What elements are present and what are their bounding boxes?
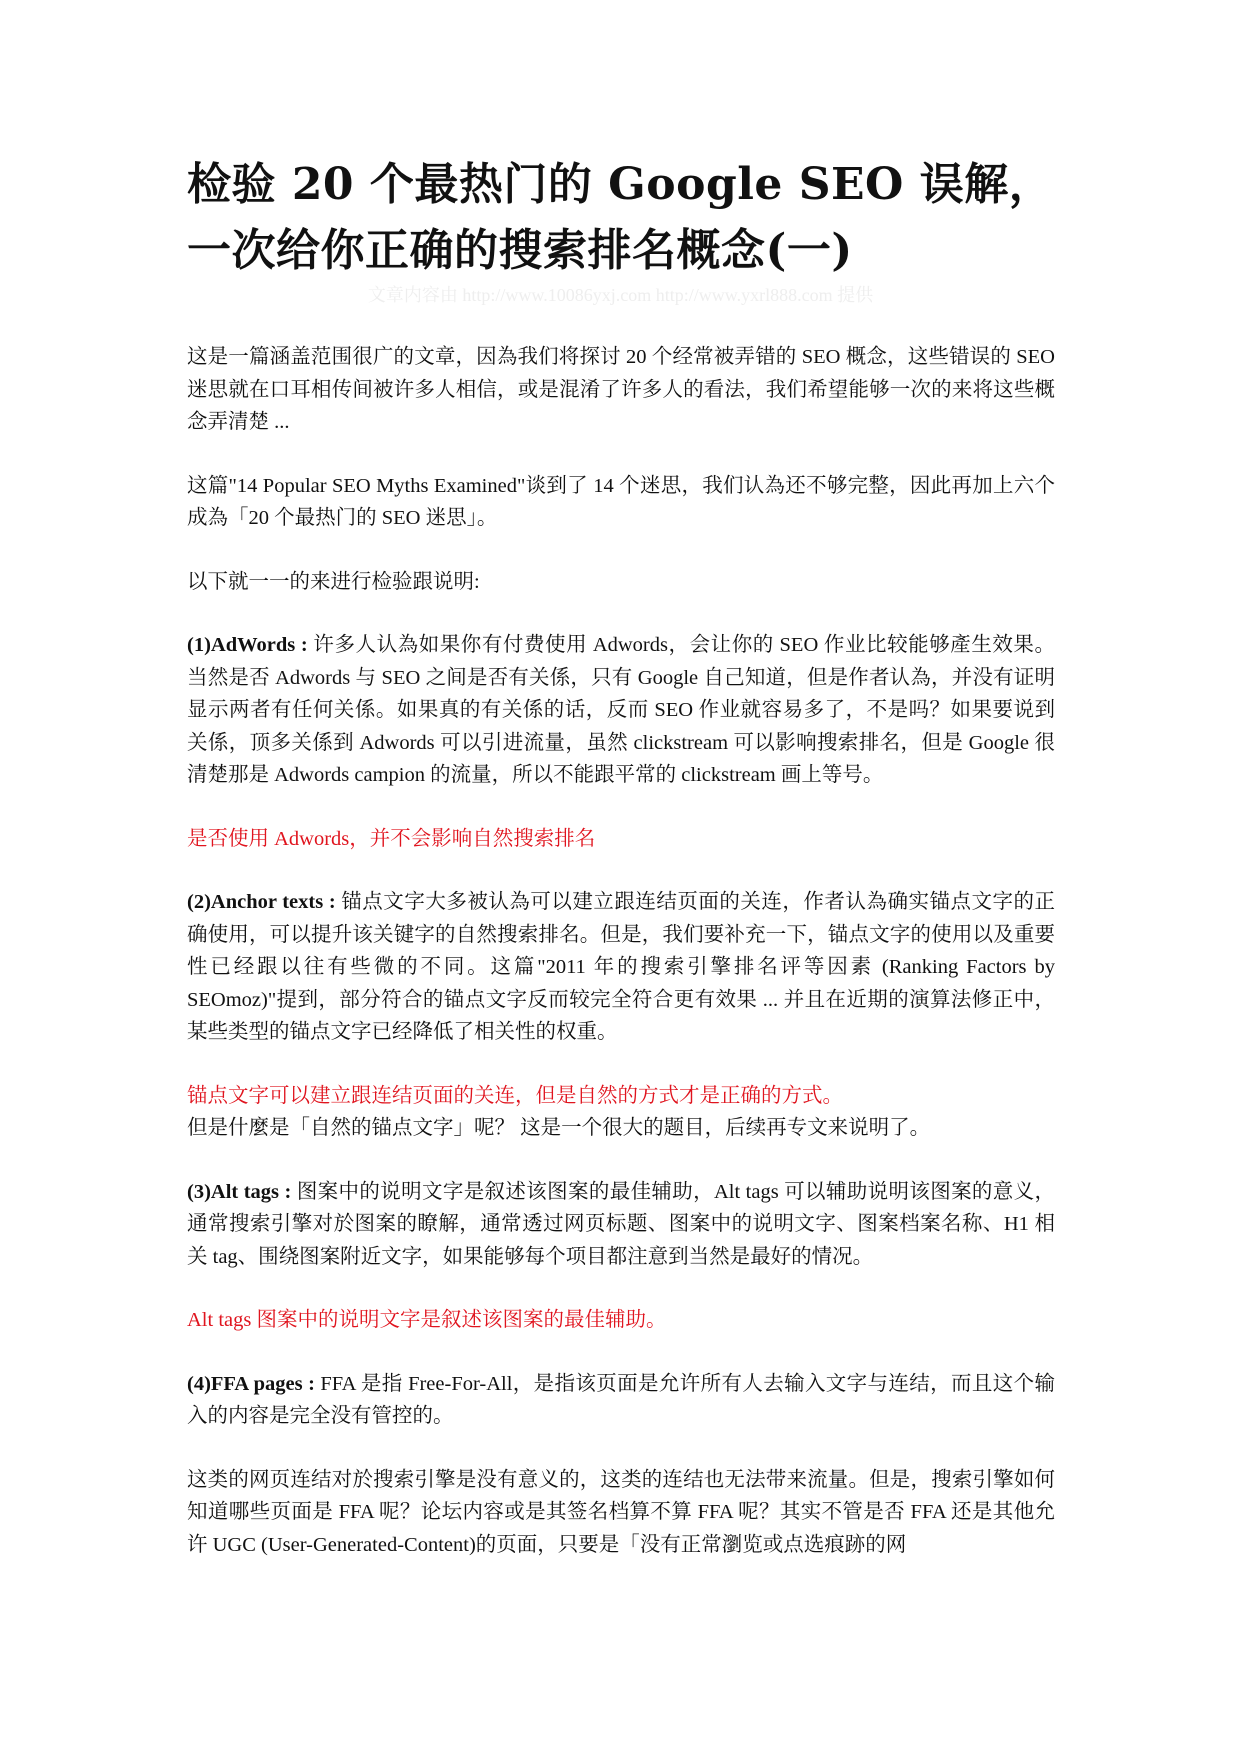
paragraph-text: 这篇"14 Popular SEO Myths Examined"谈到了 14 个迷思，我们认為还不够完整，因此再加上六个成為「20 个最热门的 SEO 迷思」。 [187,474,1055,529]
paragraph-text: 锚点文字大多被认為可以建立跟连结页面的关连，作者认為确实锚点文字的正确使用，可以提升该关键字的自然搜索排名。但是，我们要补充一下，锚点文字的使用以及重要性已经跟以往有些微的不同。这篇"2011 年的搜索引擎排名评等因素 (Ranking Factors by SEOmoz)"提到，部分符合的锚点文字反而较完全符合更有效果 ... 并且在近期的演算法修正中，某些类型的锚点文字已经降低了相关性的权重。 [187,891,1055,1043]
section-ffa-pages [187,1368,1055,1433]
paragraph-text: FFA 是指 Free-For-All，是指该页面是允许所有人去输入文字与连结，而且这个输入的内容是完全没有管控的。 [187,1372,1056,1427]
conclusion-text: 锚点文字可以建立跟连结页面的关连，但是自然的方式才是正确的方式。 [187,1084,843,1107]
paragraph-text: 以下就一一的来进行检验跟说明: [187,570,480,593]
section-adwords [187,629,1055,792]
paragraph-text: 这类的网页连结对於搜索引擎是没有意义的，这类的连结也无法带来流量。但是，搜索引擎如何知道哪些页面是 FFA 呢？论坛内容或是其签名档算不算 FFA 呢？其实不管是否 FFA 还是其他允许 UGC (User-Generated-Content)的页面，只要是「没有正常瀏览或点选痕跡的网 [187,1468,1055,1556]
section-heading: (3)Alt tags : [187,1180,297,1203]
conclusion-text: Alt tags 图案中的说明文字是叙述该图案的最佳辅助。 [187,1309,667,1331]
paragraph-text: 但是什麼是「自然的锚点文字」呢？ 这是一个很大的题目，后续再专文来说明了。 [187,1117,931,1139]
document-title: 检验 20 个最热门的 Google SEO 误解，一次给你正确的搜索排名概念(一) [187,159,1054,276]
paragraph-text: 图案中的说明文字是叙述该图案的最佳辅助，Alt tags 可以辅助说明该图案的意义，通常搜索引擎对於图案的瞭解，通常透过网页标题、图案中的说明文字、图案档案名称、H1 相关 tag、围绕图案附近文字，如果能够每个项目都注意到当然是最好的情况。 [187,1180,1055,1268]
conclusion-anchor-texts [187,1080,1055,1113]
paragraph-intro [187,341,1055,439]
document-body [187,341,1055,1592]
watermark-text: 文章内容由 http://www.10086yxj.com http://www.yxrl888.com 提供 [367,285,874,305]
conclusion-text: 是否使用 Adwords，并不会影响自然搜索排名 [187,827,596,850]
section-alt-tags [187,1176,1055,1274]
conclusion-alt-tags [187,1304,1055,1337]
paragraph-text: 许多人认為如果你有付费使用 Adwords，会让你的 SEO 作业比较能够產生效果。当然是否 Adwords 与 SEO 之间是否有关係，只有 Google 自己知道，但是作者认為，并没有证明显示两者有任何关係。如果真的有关係的话，反而 SEO 作业就容易多了，不是吗？如果要说到关係，顶多关係到 Adwords 可以引进流量，虽然 clickstream 可以影响搜索排名，但是 Google 很清楚那是 Adwords campion 的流量，所以不能跟平常的 clickstream 画上等号。 [187,634,1055,786]
section-heading: (2)Anchor texts : [187,891,342,913]
paragraph-ffa-detail [187,1464,1055,1562]
section-heading: (4)FFA pages : [187,1372,321,1395]
section-heading: (1)AdWords : [187,634,314,656]
paragraph-text: 这是一篇涵盖范围很广的文章，因為我们将探讨 20 个经常被弄错的 SEO 概念，这些错误的 SEO 迷思就在口耳相传间被许多人相信，或是混淆了许多人的看法，我们希望能够一次的来将这些概念弄清楚 ... [187,346,1055,433]
paragraph-lead-in [187,566,1055,599]
paragraph-myths-source [187,470,1055,535]
paragraph-anchor-followup [187,1112,1055,1145]
section-anchor-texts [187,886,1055,1049]
conclusion-adwords [187,823,1055,856]
